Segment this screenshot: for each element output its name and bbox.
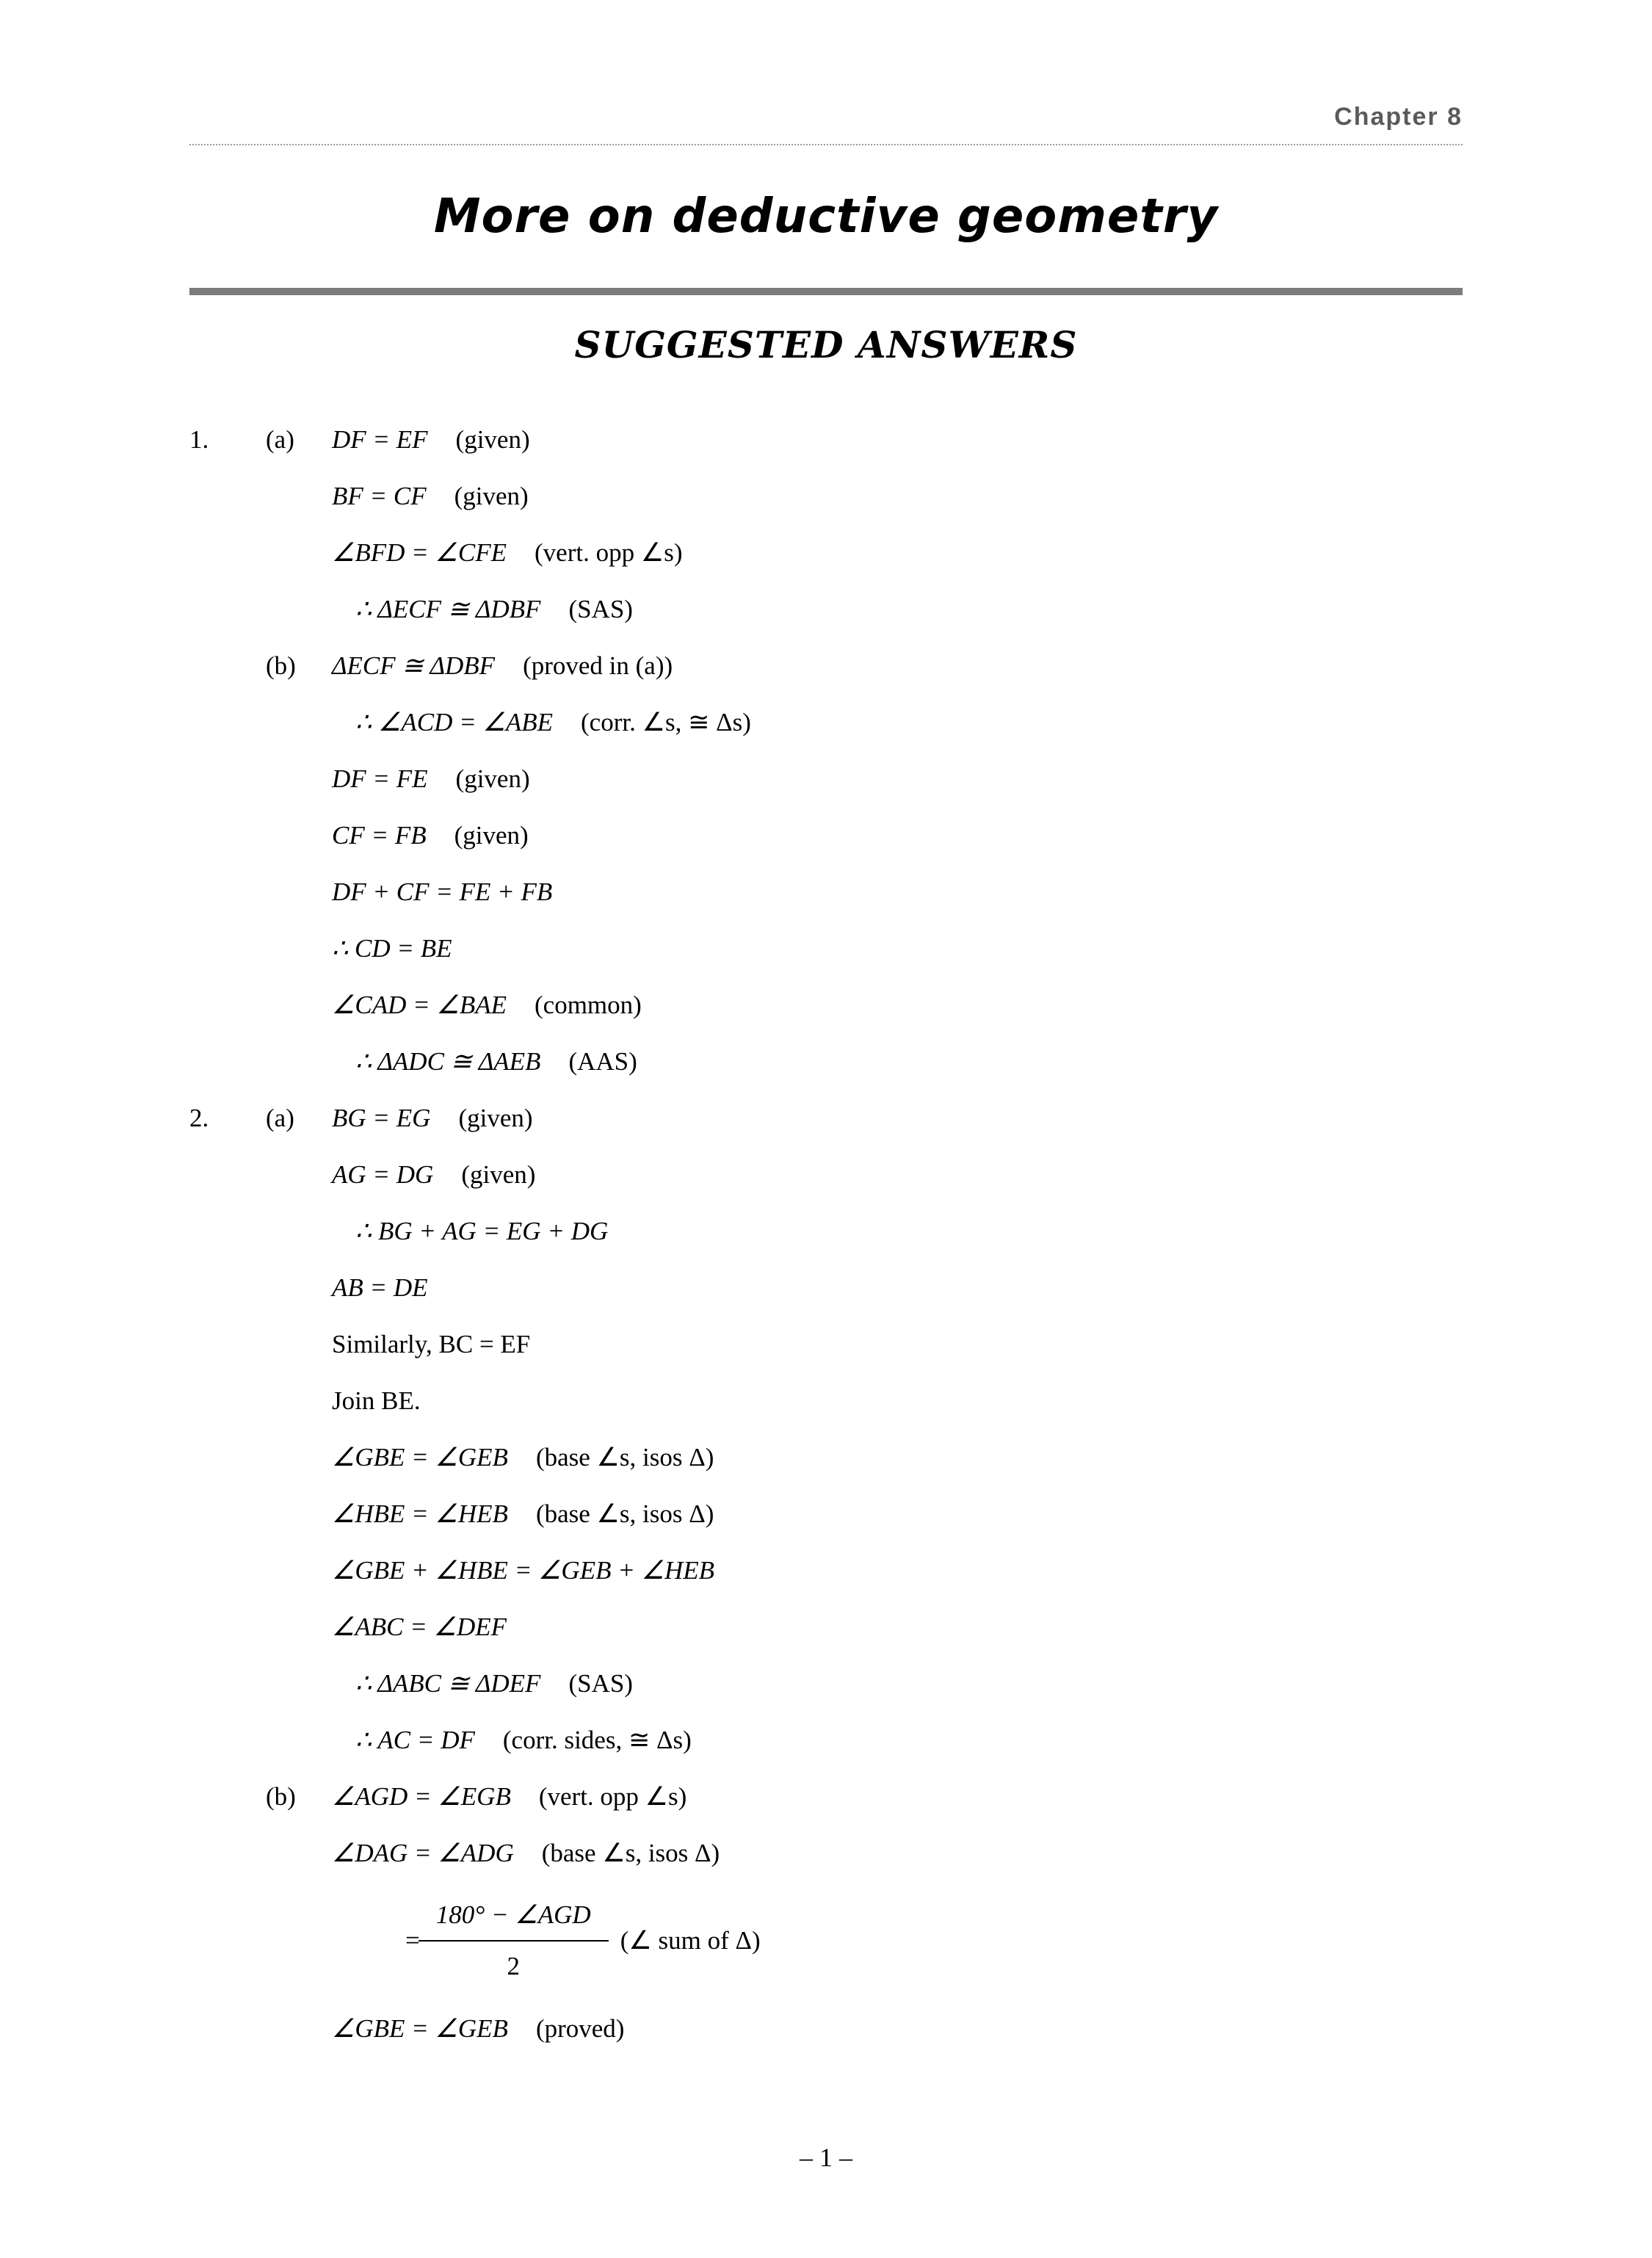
statement: ∴ ∠ACD = ∠ABE xyxy=(355,708,554,737)
statement: ∠GBE + ∠HBE = ∠GEB + ∠HEB xyxy=(332,1556,715,1585)
reason: (proved) xyxy=(535,2014,625,2043)
answer-line-text xyxy=(332,2000,1463,2057)
answer-line-text xyxy=(332,1090,1463,1146)
answer-line-text xyxy=(332,1033,1463,1090)
reason: (base ∠s, isos Δ) xyxy=(535,1499,714,1528)
statement: ∴ ΔABC ≅ ΔDEF xyxy=(355,1669,541,1698)
reason: (AAS) xyxy=(568,1047,637,1076)
answer-block-2b xyxy=(189,1768,1463,2057)
statement: DF = EF xyxy=(332,425,428,454)
statement: ∴ AC = DF xyxy=(355,1726,475,1754)
reason: (SAS) xyxy=(568,1669,633,1698)
question-number: 2. xyxy=(189,1104,209,1132)
answer-line-text xyxy=(332,1599,1463,1655)
statement: DF = FE xyxy=(332,764,428,793)
equals-sign: = xyxy=(405,1926,420,1955)
answer-line xyxy=(189,1712,1463,1768)
answer-line xyxy=(189,1486,1463,1542)
statement: ∠GBE = ∠GEB xyxy=(332,1443,508,1472)
answer-line-text xyxy=(332,1768,1463,1825)
answer-line xyxy=(189,750,1463,807)
reason xyxy=(714,1556,742,1585)
statement: DF + CF = FE + FB xyxy=(332,877,553,906)
answer-block-2a xyxy=(189,1090,1463,1768)
answer-line xyxy=(189,1259,1463,1316)
reason: (base ∠s, isos Δ) xyxy=(535,1443,714,1472)
statement: AG = DG xyxy=(332,1160,434,1189)
statement: AB = DE xyxy=(332,1273,428,1302)
reason xyxy=(608,1217,636,1245)
reason: (given) xyxy=(454,821,529,850)
question-part: (a) xyxy=(266,1104,294,1132)
question-part: (b) xyxy=(266,651,296,680)
answer-line xyxy=(189,1203,1463,1259)
answer-line xyxy=(189,1542,1463,1599)
page-title: More on deductive geometry xyxy=(433,189,1219,244)
statement: ∠CAD = ∠BAE xyxy=(332,991,507,1019)
question-part: (b) xyxy=(266,1782,296,1811)
answer-line-text xyxy=(332,864,1463,920)
statement: ∴ CD = BE xyxy=(332,934,452,963)
statement: BF = CF xyxy=(332,482,427,510)
reason: (corr. sides, ≅ Δs) xyxy=(502,1726,692,1754)
fraction-row xyxy=(332,1893,1463,1989)
reason xyxy=(428,1273,456,1302)
answer-line-text xyxy=(332,581,1463,637)
answer-line-text xyxy=(332,977,1463,1033)
chapter-label-text: Chapter 8 xyxy=(1334,103,1463,131)
page-number: – 1 – xyxy=(800,2143,852,2172)
answer-line xyxy=(189,1655,1463,1712)
reason: (given) xyxy=(454,482,529,510)
reason: (base ∠s, isos Δ) xyxy=(541,1839,720,1867)
answer-line xyxy=(189,1372,1463,1429)
answer-line-text xyxy=(332,1203,1463,1259)
question-number: 1. xyxy=(189,425,209,454)
answer-line-text xyxy=(332,1316,1463,1372)
reason: (∠ sum of Δ) xyxy=(620,1926,761,1955)
answer-line xyxy=(189,864,1463,920)
answers-body xyxy=(189,411,1463,2057)
statement: ∠GBE = ∠GEB xyxy=(332,2014,508,2043)
section-heading: SUGGESTED ANSWERS xyxy=(574,323,1078,366)
statement: ∴ ΔECF ≅ ΔDBF xyxy=(355,595,541,623)
answer-line-text xyxy=(332,1712,1463,1768)
answer-block-1b xyxy=(189,637,1463,1090)
answer-line xyxy=(189,1825,1463,1881)
answer-line-text xyxy=(332,1146,1463,1203)
reason xyxy=(507,1613,535,1641)
answer-line xyxy=(189,411,1463,468)
reason: (proved in (a)) xyxy=(523,651,673,680)
statement: ∴ ΔADC ≅ ΔAEB xyxy=(355,1047,541,1076)
statement: ∠AGD = ∠EGB xyxy=(332,1782,511,1811)
fraction-numerator: 180° − ∠AGD xyxy=(435,1900,591,1929)
reason: (SAS) xyxy=(568,595,633,623)
reason xyxy=(530,1330,558,1358)
answer-line xyxy=(189,581,1463,637)
answer-line-text xyxy=(332,524,1463,581)
header-divider xyxy=(189,144,1463,145)
reason: (given) xyxy=(455,764,530,793)
answer-line-text xyxy=(332,750,1463,807)
answer-line xyxy=(189,1146,1463,1203)
answer-line-text xyxy=(332,694,1463,750)
statement: Similarly, BC = EF xyxy=(332,1330,531,1358)
fraction xyxy=(427,1893,600,1989)
statement: CF = FB xyxy=(332,821,427,850)
answer-line-text xyxy=(332,637,1463,694)
answer-line-text xyxy=(332,1372,1463,1429)
answer-line-text xyxy=(332,468,1463,524)
chapter-label xyxy=(1334,103,1463,131)
answer-block-1a xyxy=(189,411,1463,637)
answer-line xyxy=(189,2000,1463,2057)
reason: (given) xyxy=(458,1104,533,1132)
answer-line xyxy=(189,977,1463,1033)
statement: ∴ BG + AG = EG + DG xyxy=(355,1217,609,1245)
reason xyxy=(552,877,580,906)
answer-line-text xyxy=(332,1825,1463,1881)
answer-line-text xyxy=(332,1259,1463,1316)
reason: (given) xyxy=(455,425,530,454)
answer-line-text xyxy=(332,411,1463,468)
reason: (corr. ∠s, ≅ Δs) xyxy=(581,708,751,737)
answer-line xyxy=(189,1599,1463,1655)
statement: ∠ABC = ∠DEF xyxy=(332,1613,507,1641)
reason xyxy=(421,1386,449,1415)
answer-line xyxy=(189,1033,1463,1090)
reason: (given) xyxy=(461,1160,536,1189)
answer-line-text xyxy=(332,1542,1463,1599)
answer-line xyxy=(189,694,1463,750)
answer-line xyxy=(189,1429,1463,1486)
reason: (vert. opp ∠s) xyxy=(538,1782,687,1811)
answer-line-text xyxy=(332,1486,1463,1542)
statement: Join BE. xyxy=(332,1386,421,1415)
answer-line xyxy=(189,1316,1463,1372)
answer-line xyxy=(189,1768,1463,1825)
fraction-denominator: 2 xyxy=(419,1940,609,1989)
title-divider xyxy=(189,288,1463,295)
answer-line-text xyxy=(332,807,1463,864)
answer-line xyxy=(189,468,1463,524)
answer-line-text xyxy=(332,920,1463,977)
answer-line xyxy=(189,1090,1463,1146)
reason xyxy=(452,934,480,963)
fraction-line xyxy=(189,1881,1463,2000)
reason: (vert. opp ∠s) xyxy=(535,538,683,567)
statement: BG = EG xyxy=(332,1104,431,1132)
question-part: (a) xyxy=(266,425,294,454)
statement: ΔECF ≅ ΔDBF xyxy=(332,651,496,680)
fraction-expression xyxy=(332,1881,1463,2000)
answer-line-text xyxy=(332,1655,1463,1712)
answer-line xyxy=(189,807,1463,864)
statement: ∠DAG = ∠ADG xyxy=(332,1839,514,1867)
answer-line xyxy=(189,920,1463,977)
answer-line-text xyxy=(332,1429,1463,1486)
reason: (common) xyxy=(535,991,642,1019)
answer-line xyxy=(189,637,1463,694)
statement: ∠HBE = ∠HEB xyxy=(332,1499,508,1528)
answer-line xyxy=(189,524,1463,581)
statement: ∠BFD = ∠CFE xyxy=(332,538,507,567)
